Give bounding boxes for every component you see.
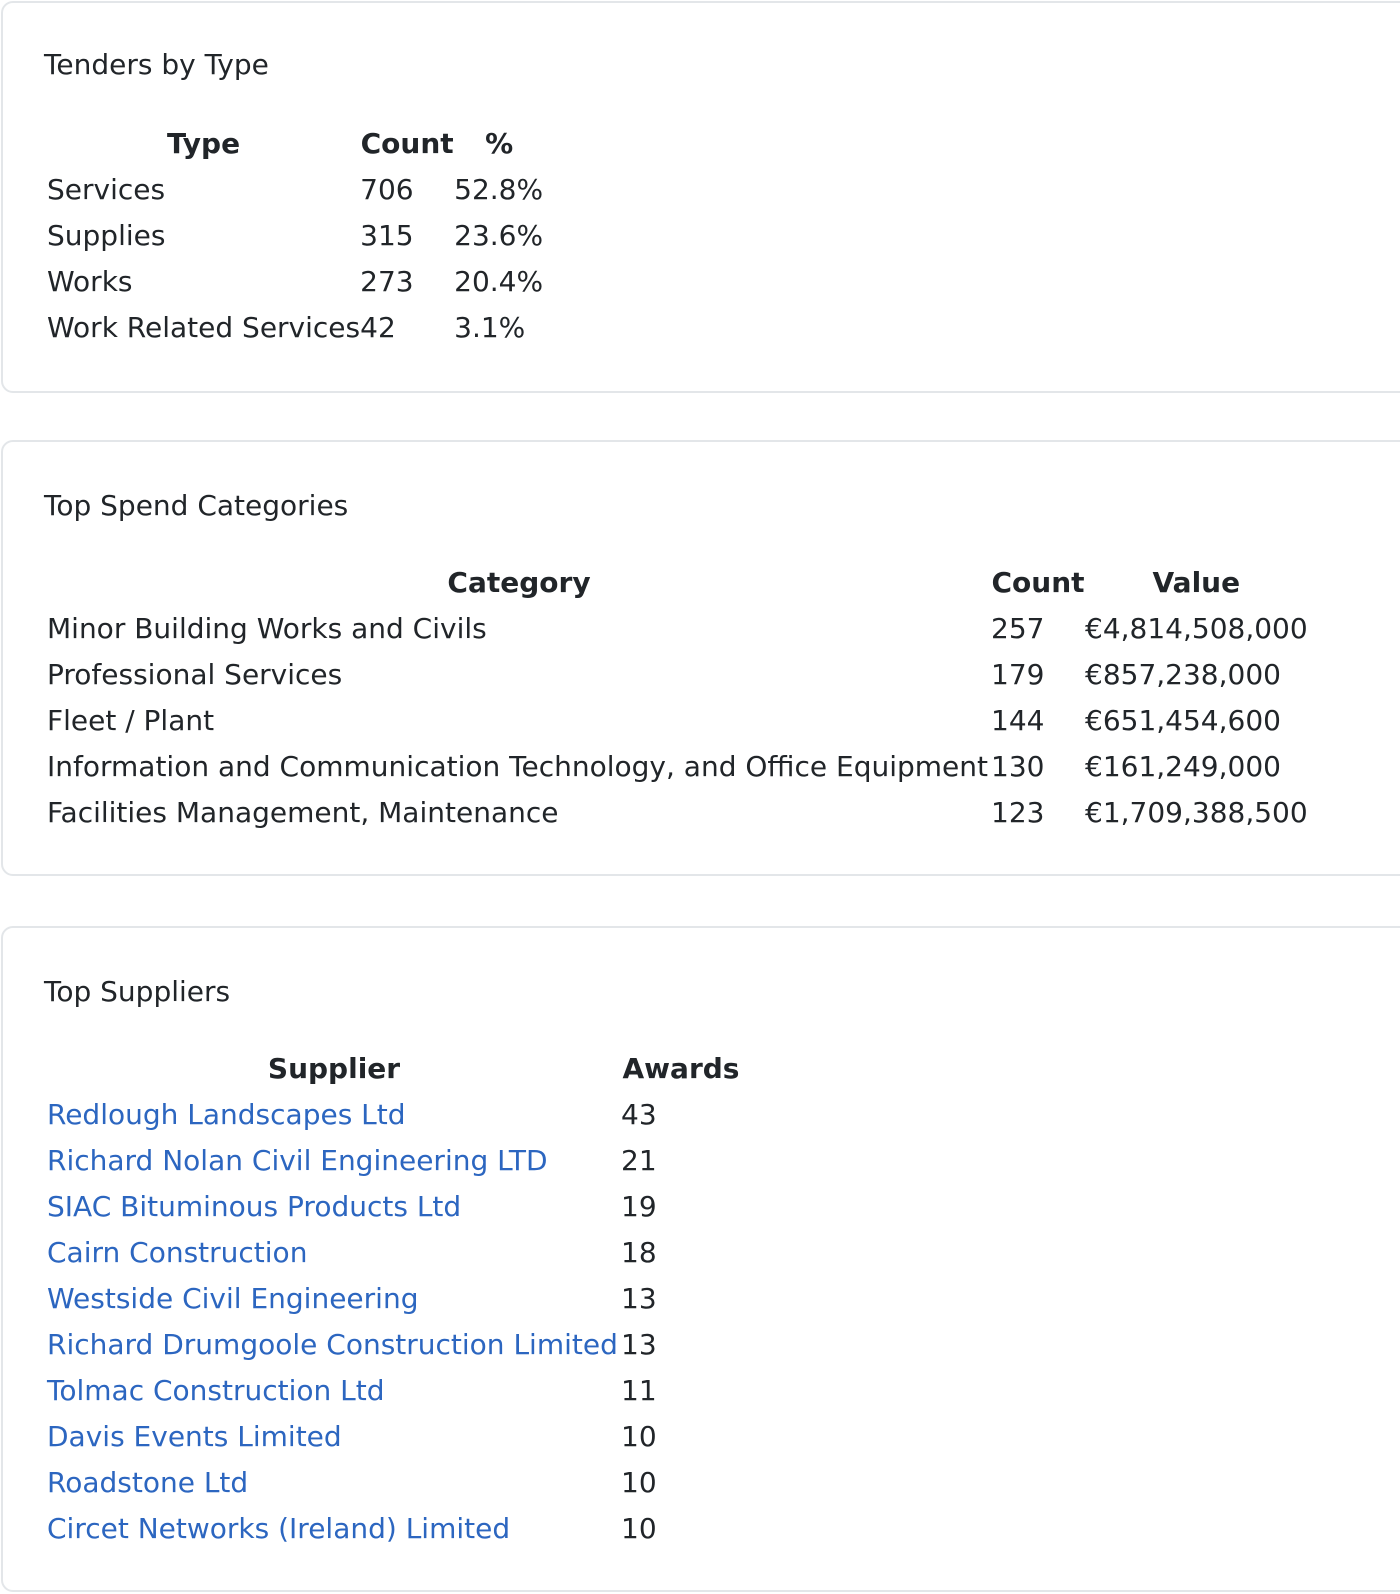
awards-cell: 43: [621, 1098, 657, 1131]
table-row: [47, 1506, 741, 1552]
category-cell: Information and Communication Technology, and Office Equipment: [47, 750, 988, 783]
top-suppliers-table: [47, 1046, 741, 1552]
supplier-link[interactable]: Redlough Landscapes Ltd: [47, 1098, 406, 1131]
column-header-supplier: Supplier: [267, 1052, 401, 1085]
top-suppliers-card: [1, 926, 1400, 1592]
tenders-by-type-card: [1, 1, 1400, 393]
count-cell: 123: [991, 796, 1045, 829]
percent-cell: 20.4%: [454, 265, 544, 298]
category-cell: Facilities Management, Maintenance: [47, 796, 559, 829]
column-header-value: Value: [1152, 566, 1241, 599]
table-row: [47, 1368, 741, 1414]
supplier-link[interactable]: SIAC Bituminous Products Ltd: [47, 1190, 462, 1223]
supplier-link[interactable]: Tolmac Construction Ltd: [47, 1374, 385, 1407]
column-header-category: Category: [447, 566, 591, 599]
table-header-row: [47, 560, 1308, 606]
supplier-link[interactable]: Richard Nolan Civil Engineering LTD: [47, 1144, 548, 1177]
supplier-link[interactable]: Richard Drumgoole Construction Limited: [47, 1328, 618, 1361]
table-header-row: [47, 1046, 741, 1092]
supplier-link[interactable]: Cairn Construction: [47, 1236, 308, 1269]
column-header-count: Count: [360, 127, 454, 160]
count-cell: 144: [991, 704, 1045, 737]
table-row: [47, 305, 544, 351]
table-row: [47, 1276, 741, 1322]
table-row: [47, 744, 1308, 790]
table-header-row: [47, 121, 544, 167]
awards-cell: 19: [621, 1190, 657, 1223]
table-row: [47, 698, 1308, 744]
awards-cell: 10: [621, 1420, 657, 1453]
table-row: [47, 1230, 741, 1276]
count-cell: 706: [360, 173, 414, 206]
tenders-by-type-table: [47, 121, 544, 351]
top-suppliers-title: Top Suppliers: [44, 975, 231, 1008]
table-row: [47, 1092, 741, 1138]
value-cell: €4,814,508,000: [1085, 612, 1308, 645]
awards-cell: 18: [621, 1236, 657, 1269]
count-cell: 130: [991, 750, 1045, 783]
percent-cell: 52.8%: [454, 173, 544, 206]
tenders-by-type-title: Tenders by Type: [44, 48, 269, 81]
table-row: [47, 652, 1308, 698]
awards-cell: 10: [621, 1512, 657, 1545]
value-cell: €1,709,388,500: [1085, 796, 1308, 829]
supplier-link[interactable]: Westside Civil Engineering: [47, 1282, 419, 1315]
column-header-count: Count: [991, 566, 1085, 599]
type-cell: Work Related Services: [47, 311, 361, 344]
table-row: [47, 1138, 741, 1184]
percent-cell: 23.6%: [454, 219, 544, 252]
count-cell: 315: [360, 219, 414, 252]
supplier-link[interactable]: Circet Networks (Ireland) Limited: [47, 1512, 511, 1545]
value-cell: €161,249,000: [1085, 750, 1281, 783]
supplier-link[interactable]: Roadstone Ltd: [47, 1466, 249, 1499]
type-cell: Supplies: [47, 219, 166, 252]
count-cell: 179: [991, 658, 1045, 691]
category-cell: Minor Building Works and Civils: [47, 612, 487, 645]
count-cell: 273: [360, 265, 414, 298]
top-spend-categories-table: [47, 560, 1308, 836]
supplier-link[interactable]: Davis Events Limited: [47, 1420, 342, 1453]
awards-cell: 10: [621, 1466, 657, 1499]
category-cell: Professional Services: [47, 658, 343, 691]
table-row: [47, 1414, 741, 1460]
value-cell: €857,238,000: [1085, 658, 1281, 691]
type-cell: Services: [47, 173, 166, 206]
awards-cell: 13: [621, 1328, 657, 1361]
table-row: [47, 213, 544, 259]
table-row: [47, 167, 544, 213]
top-spend-categories-card: [1, 440, 1400, 876]
table-row: [47, 606, 1308, 652]
percent-cell: 3.1%: [454, 311, 526, 344]
top-spend-categories-title: Top Spend Categories: [44, 489, 349, 522]
count-cell: 42: [360, 311, 396, 344]
awards-cell: 11: [621, 1374, 657, 1407]
column-header-type: Type: [167, 127, 241, 160]
table-row: [47, 1460, 741, 1506]
column-header-percent: %: [485, 127, 514, 160]
table-row: [47, 790, 1308, 836]
table-row: [47, 1322, 741, 1368]
awards-cell: 21: [621, 1144, 657, 1177]
table-row: [47, 1184, 741, 1230]
table-row: [47, 259, 544, 305]
count-cell: 257: [991, 612, 1045, 645]
column-header-awards: Awards: [622, 1052, 740, 1085]
category-cell: Fleet / Plant: [47, 704, 215, 737]
type-cell: Works: [47, 265, 133, 298]
awards-cell: 13: [621, 1282, 657, 1315]
value-cell: €651,454,600: [1085, 704, 1281, 737]
